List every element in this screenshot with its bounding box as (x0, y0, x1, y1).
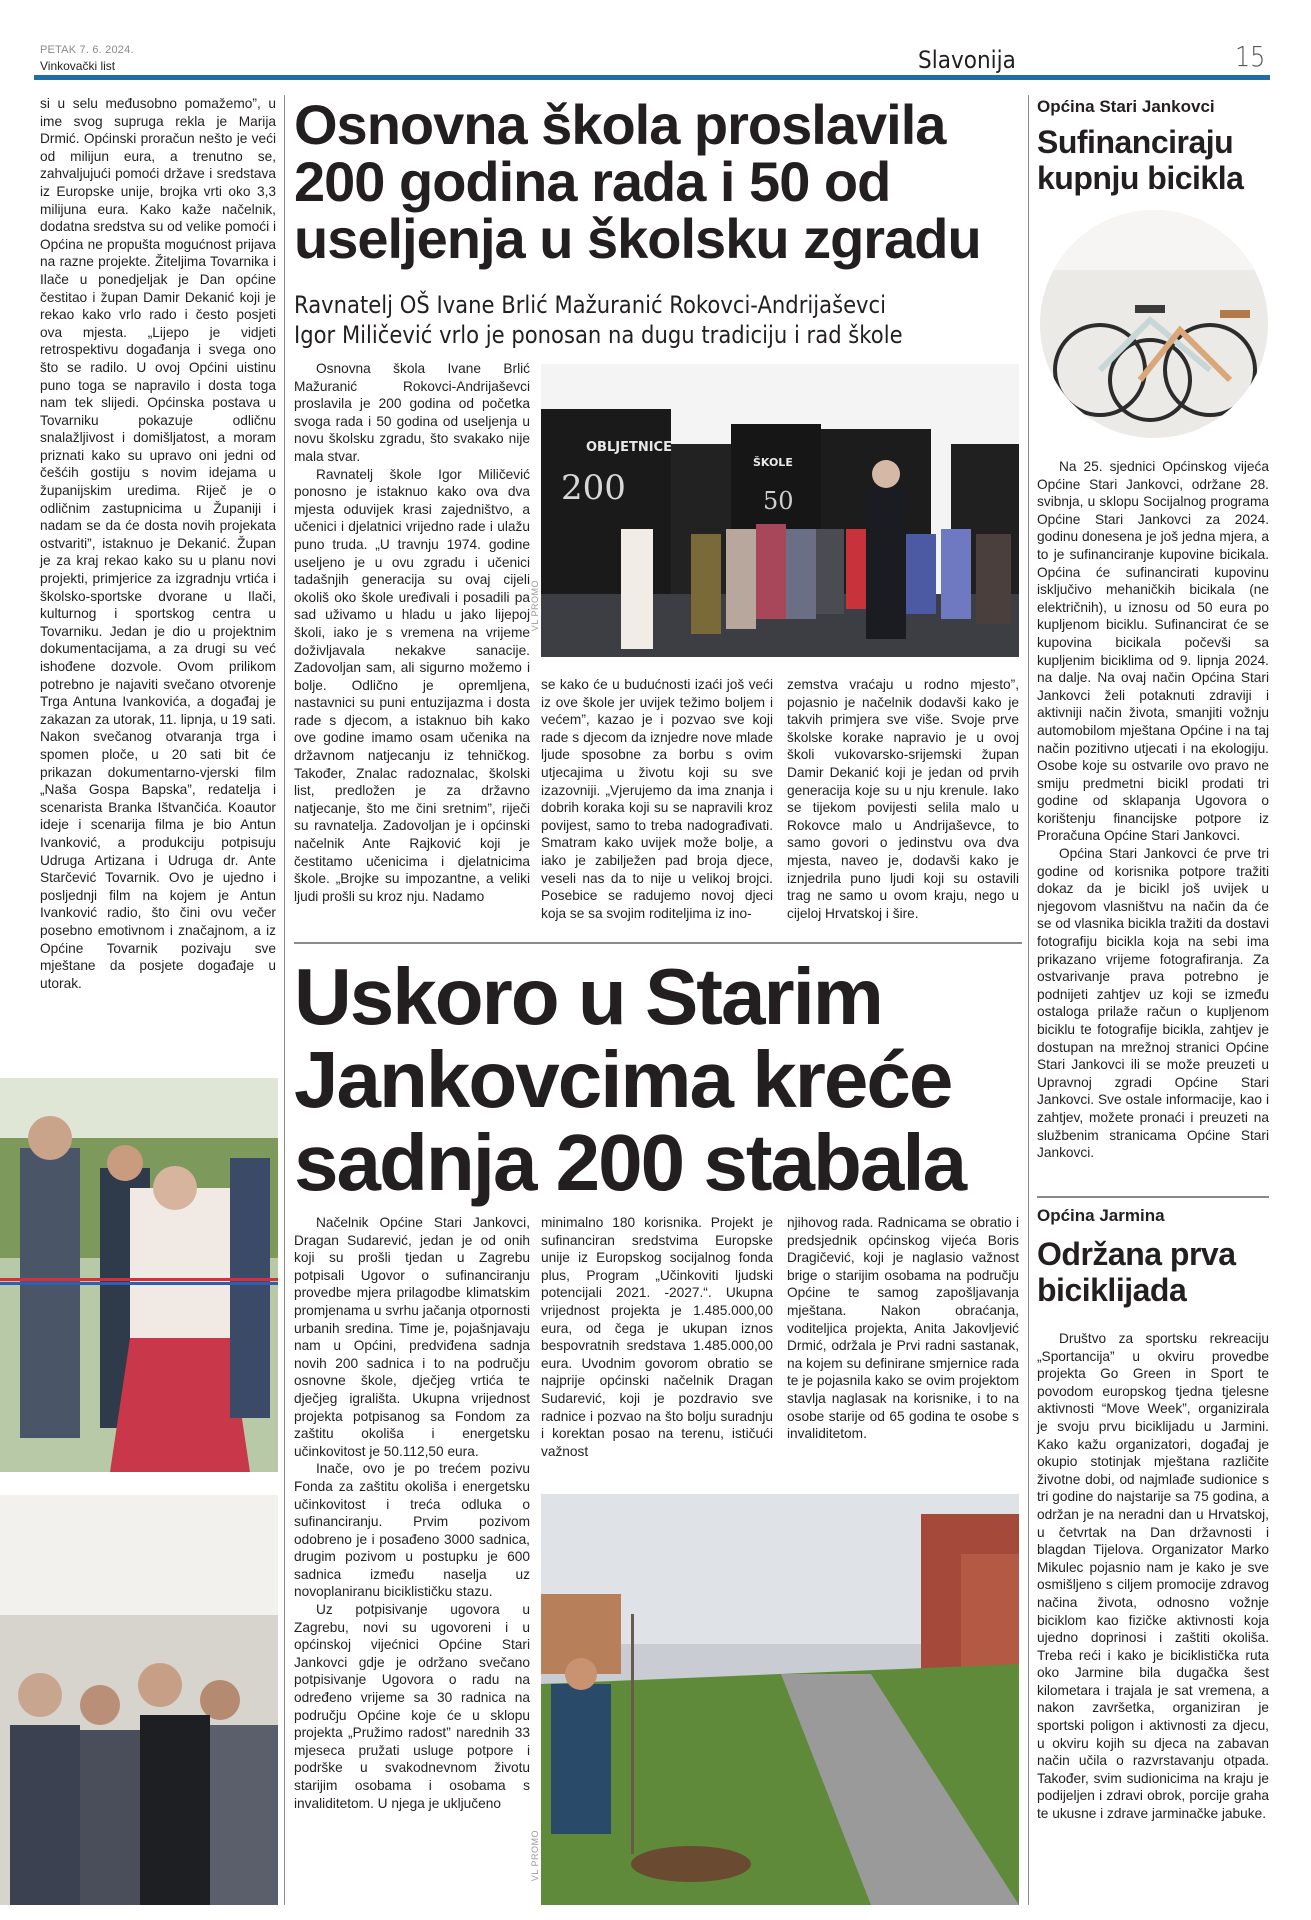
school-article-col1 (294, 360, 530, 905)
school-article-col3 (787, 676, 1019, 922)
page-number: 15 (1235, 40, 1266, 73)
bicycles-image (1040, 210, 1268, 438)
ribbon-cutting-image (0, 1078, 278, 1472)
trees-article-col3 (787, 1214, 1019, 1443)
banner-text-200: 200 (561, 468, 626, 508)
trees-headline-line-2: Jankovcima kreće (294, 1035, 952, 1124)
column-divider-right (1028, 95, 1029, 1905)
trees-headline-line-1: Uskoro u Starim (294, 952, 882, 1041)
tree-planting-image (541, 1494, 1019, 1905)
school-celebration-image (541, 364, 1019, 657)
jarmina-kicker: Općina Jarmina (1037, 1206, 1165, 1225)
photo-credit: VL PROMO (530, 580, 540, 632)
bikes-paragraph-1: Na 25. sjednici Općinskog vijeća Općine Stari Jankovci, održane 28. svibnja, u sklopu Socijalnog programa Općine Stari Jankovci za 2024. godinu donesena je još jedna mjera, a to je sufinanciranje kupovine bicikala. Općina će sufinancirati kupovinu isključivo mehaničkih bicikala (ne električnih), u iznosu od 50 eura po kupljenom biciklu. Sufinancirat će se kupovina bicikala počevši sa kupljenim biciklima od 9. lipnja 2024. na dalje. Na ovaj način Općina Stari Jankovci želi potaknuti zdraviji i aktivniji način života, smanjiti vožnju automobilom mještana Općine i na taj način pozitivno utjecati i na ekologiju. Osobe koje su ostvarile ovo pravo ne smiju predmetni bicikl prodati tri godine od sklapanja Ugovora o korištenju financijske potpore iz Proračuna Općine Stari Jankovci. (1037, 459, 1269, 844)
trees-paragraph-3: Uz potpisivanje ugovora u Zagrebu, novi su ugovoreni i u općinskoj vijećnici Općine Stari Jankovci gdje je održano svečano potpisivanje Ugovora o radu na određeno vrijeme sa 30 radnica na području Općine koje će u sklopu projekta „Pružimo radost” narednih 33 mjeseca pružati usluge potpore i podrške u svakodnevnom životu starijim osobama i osobama s invaliditetom. U njega je uključeno (294, 1602, 530, 1811)
column-divider (284, 95, 285, 1905)
school-headline: Osnovna škola proslavila 200 godina rada i 50 od useljenja u školsku zgradu (294, 93, 981, 270)
bikes-paragraph-2: Općina Stari Jankovci će prve tri godine od korisnika potpore tražiti dokaz da je bicikl još uvijek u njegovom vlasništvu na način da će se od vlasnika bicikla tražiti da dostavi fotografiju bicikla koja na sebi ima prikazano vrijeme fotografiranja. Za ostvarivanje prava potrebno je podnijeti zahtjev uz koji se između ostaloga prilaže račun o kupljenom biciklu te fotografije bicikla, zahtjev je dostupan na mrežnoj stranici Općine Stari Jankovci ili se može preuzeti u Upravnoj zgradi Općine Stari Jankovci. Sve ostale informacije, kao i zahtjev, možete pronaći i preuzeti na službenim stranicama Općine Stari Jankovci. (1037, 846, 1269, 1161)
school-subheadline-line-2: Igor Miličević vrlo je ponosan na dugu tradiciju i rad škole (294, 321, 903, 349)
bikes-article-body (1037, 458, 1269, 1162)
bikes-kicker: Općina Stari Jankovci (1037, 97, 1215, 116)
school-subheadline-line-1: Ravnatelj OŠ Ivane Brlić Mažuranić Rokovci-Andrijaševci (294, 291, 887, 319)
trees-headline (294, 952, 1034, 1207)
trees-paragraph-2: Inače, ovo je po trećem pozivu Fonda za zaštitu okoliša i energetsku učinkovitost i treća odluka o sufinanciranju. Prvim pozivom odobreno je i posađeno 3000 sadnica, drugim pozivom u postupku je 600 sadnica između naselja uz novoplaniranu biciklističku stazu. (294, 1461, 530, 1600)
newspaper-name: Vinkovački list (40, 59, 116, 73)
audience-image (0, 1495, 278, 1905)
left-column-text: si u selu međusobno pomažemo”, u ime svog supruga rekla je Marija Drmić. Općinski proračun nešto je veći od milijun eura, a trenutno se, zahvaljujući pomoći države i sredstava iz Europske unije, brojka vrti oko 3,3 milijuna eura. Kako kaže načelnik, dodatna sredstva su od velike pomoći i Općina ne propušta mogućnost prijava na razne projekte. Žiteljima Tovarnika i Ilače u ponedjeljak je Dan općine čestitao i župan Damir Dekanić koji je rekao kako vrlo rado i često posjeti ova mjesta. „Lijepo je vidjeti retrospektivu događanja i svega ono što se radilo. U ovoj Općini uistinu puno toga se napravilo i dosta toga nam tek slijedi. Općinska postava u Tovarniku pokazuje odličnu snalažljivost i domišljatost, a moram priznati kako su upravo oni jedni od češćih gostiju s novim idejama u županijskim uredima. Riječ je o odličnim zastupnicima u Županiji i nadam se da će dosta novih projekata ostvariti”, istaknuo je Dekanić. Župan je za kraj rekao kako su u planu novi projekti, primjerice za izgradnju vrtića i školsko-sportske dvorane u Ilači, kulturnog i sportskog centra u Tovarniku. Jedan je dio u projektnim dokumentacijama, a za drugi su već ishođene dozvole. Ovom prilikom potrebno je najaviti svečano otvorenje Trga Antuna Ivankovića, a događaj je zakazan za utorak, 11. lipnja, u 19 sati. Nakon svečanog otvaranja trga i spomen ploče, u 20 sati bit će prikazan dokumentarno-vjerski film „Naša Gospa Bapska”, redatelja i scenarista Branka Ištvančića. Koautor ideje i scenarija filma je bio Antun Ivanković, a produkciju potpisuju Udruga Artizana i Udruga dr. Ante Starčević Tovarnik. Ovo je ujedno i posljednji film na kojem je Antun Ivanković radio, što čini ovu večer posebno emotivnom i značajnom, a iz Općine Tovarnik pozivaju sve mještane da posjete događaje u utorak. (40, 96, 276, 991)
left-column-article (40, 95, 276, 992)
photo-credit-trees: VL PROMO (530, 1830, 540, 1882)
jarmina-article-body (1037, 1330, 1269, 1823)
school-paragraph-2: Ravnatelj škole Igor Miličević ponosno je istaknuo kako ova dva mjesta oduvijek krasi zajedništvo, a učenici i djelatnici vrijedno rade i ulažu puno truda. „U travnju 1974. godine useljeno je u ovu zgradu i učenici tadašnjih generacija su ovaj cijeli okoliš oko škole uređivali i posadili pa sad uživamo u hladu u jako lijepoj školi, iako je s vremena na vrijeme doživljavala nekakve sanacije. Zadovoljan sam, ali sigurno možemo i bolje. Odlično je opremljena, nastavnici su puni entuzijazma i dosta rade s djecom, a istaknuo bih kako ove godine imamo osam učenika na državnom natjecanju iz tehničkog. Također, Znalac radoznalac, školski list, predložen je za državno natjecanje, što me čini sretnim”, riječi su ravnatelja. Zadovoljan je i općinski načelnik Ante Rajković koji je čestitamo učenicima i djelatnicima škole. „Brojke su impozantne, a veliki ljudi prošli su kroz nju. Nadamo (294, 466, 530, 904)
photo-bicycles (1040, 210, 1268, 438)
section-title: Slavonija (918, 46, 1016, 74)
photo-audience (0, 1495, 278, 1905)
trees-headline-line-3: sadnja 200 stabala (294, 1118, 966, 1207)
school-article-col2 (541, 676, 773, 922)
trees-col3-text: njihovog rada. Radnicama se obratio i predsjednik općinskog vijeća Boris Dragičević, koji je naglasio važnost brige o starijim osobama na području Općine te samog zapošljavanja mještana. Nakon obraćanja, voditeljica projekta, Anita Jakovljević Drmić, održala je Prvi radni sastanak, na kojem su definirane smjernice rada te je pojasnila kako se ovim projektom stavlja naglasak na korisnike, i to na osobe starije od 65 godina te osobe s invaliditetom. (787, 1215, 1019, 1442)
banner-text-skole: ŠKOLE (753, 456, 793, 469)
speaker-figure (866, 489, 906, 639)
banner-text-50: 50 (763, 487, 794, 515)
issue-date: PETAK 7. 6. 2024. (40, 44, 134, 56)
worker-figure (551, 1684, 611, 1834)
jarmina-headline: Održana prva biciklijada (1037, 1236, 1236, 1308)
photo-tree-planting (541, 1494, 1019, 1905)
header-rule (34, 75, 1270, 80)
school-col2-text: se kako će u budućnosti izaći još veći iz ove škole jer uvijek težimo boljem i većem”, kazao je i pozvao sve koji rade s djecom da iznjedre nove mlade ljude sposobne za borbu s ovim utjecajima u životu koji su sve izazovniji. „Vjerujemo da ima znanja i dobrih koraka koji su se napravili kroz povijest, samo to treba nadograđivati. Smatram kako uvijek može bolje, a iako je zabilježen pad broja djece, veseli nas da to nije u velikoj brojci. Posebice se radujemo novoj djeci koja se sa svojim roditeljima iz ino- (541, 677, 773, 921)
photo-school-celebration (541, 364, 1019, 657)
jarmina-paragraph-1: Društvo za sportsku rekreaciju „Sportancija” u okviru provedbe projekta Go Green in Sport te povodom europskog tjedna tjelesne aktivnosti “Move Week”, organizirala je svoju prvu biciklijadu u Jarmini. Kako kažu organizatori, događaj je okupio stotinjak mještana različite životne dobi, od najmlađe sudionice s tri godine do najstarije sa 75 godina, a održan je na neradni dan u Hrvatskoj, u četvrtak na Dan državnosti i blagdan Tijelova. Organizator Marko Mikulec pojasnio nam je kako je sve osmišljeno s ciljem promocije zdravog načina života, odnosno vožnje biciklom kao fizičke aktivnosti koja ujedno doprinosi i zaštiti okoliša. Treba reći i kako je biciklistička ruta oko Jarmine bila dugačka šest kilometara i trajala je sat vremena, a nakon završetka, organiziran je sportski poligon i aktivnosti za djecu, u okviru kojih su djeca na zabavan način učila o razvrstavanju otpada. Također, svim sudionicima na kraju je podijeljen i zdravi obrok, porcije graha te ukusne i zdrave jarminačke jabuke. (1037, 1331, 1269, 1822)
bikes-headline: Sufinanciraju kupnju bicikla (1037, 124, 1244, 196)
right-article-separator (1037, 1196, 1269, 1198)
article-separator (294, 942, 1022, 944)
trees-paragraph-1: Načelnik Općine Stari Jankovci, Dragan Sudarević, jedan je od onih koji su prošli tjedan u Zagrebu potpisali Ugovor o sufinanciranju provedbe mjera prilagodbe klimatskim promjenama u svrhu jačanja otpornosti urbanih sredina. Time je, pojašnjavaju nam u Općini, predviđena sadnja novih 200 sadnica i to na području osnovne škole, dječjeg vrtića te dječjeg igrališta. Ukupna vrijednost projekta potpisanog sa Fondom za zaštitu okoliša i energetsku učinkovitost je 50.112,50 eura. (294, 1215, 530, 1459)
trees-article-col1 (294, 1214, 530, 1812)
banner-text-obljetnice: OBLJETNICE (586, 440, 672, 455)
school-col3-text: zemstva vraćaju u rodno mjesto”, pojasnio je načelnik dodavši kako je takvih primjera sve više. Svoje prve školske korake napravio je u ovoj školi vukovarsko-srijemski župan Damir Dekanić koji je jedan od prvih generacija koje su u nju krenule. Iako se tijekom povijesti selila malo u Rokovce malo u Andrijaševce, to samo govori o jedinstvu ova dva mjesta, naveo je, dodavši kako je iznjedrila puno ljudi koji su ostavili trag ne samo u ovom kraju, nego u cijeloj Hrvatskoj i šire. (787, 677, 1019, 921)
school-paragraph-1: Osnovna škola Ivane Brlić Mažuranić Rokovci-Andrijaševci proslavila je 200 godina od početka svoga rada i 50 godina od useljenja u novu školsku zgradu, što svakako nije mala stvar. (294, 361, 530, 464)
trees-col2-text: minimalno 180 korisnika. Projekt je sufinanciran sredstvima Europske unije iz Europskog socijalnog fonda plus, Program „Učinkoviti ljudski potencijali 2021. -2027.“. Ukupna vrijednost projekta je 1.485.000,00 eura, od čega je ukupan iznos bespovratnih sredstava 1.485.000,00 eura. Uvodnim govorom obratio se najprije općinski načelnik Dragan Sudarević, koji je pozdravio sve radnice i pozvao na što bolju suradnju i korektan posao na terenu, ističući važnost (541, 1215, 773, 1459)
trees-article-col2 (541, 1214, 773, 1460)
photo-ribbon-cutting (0, 1078, 278, 1472)
